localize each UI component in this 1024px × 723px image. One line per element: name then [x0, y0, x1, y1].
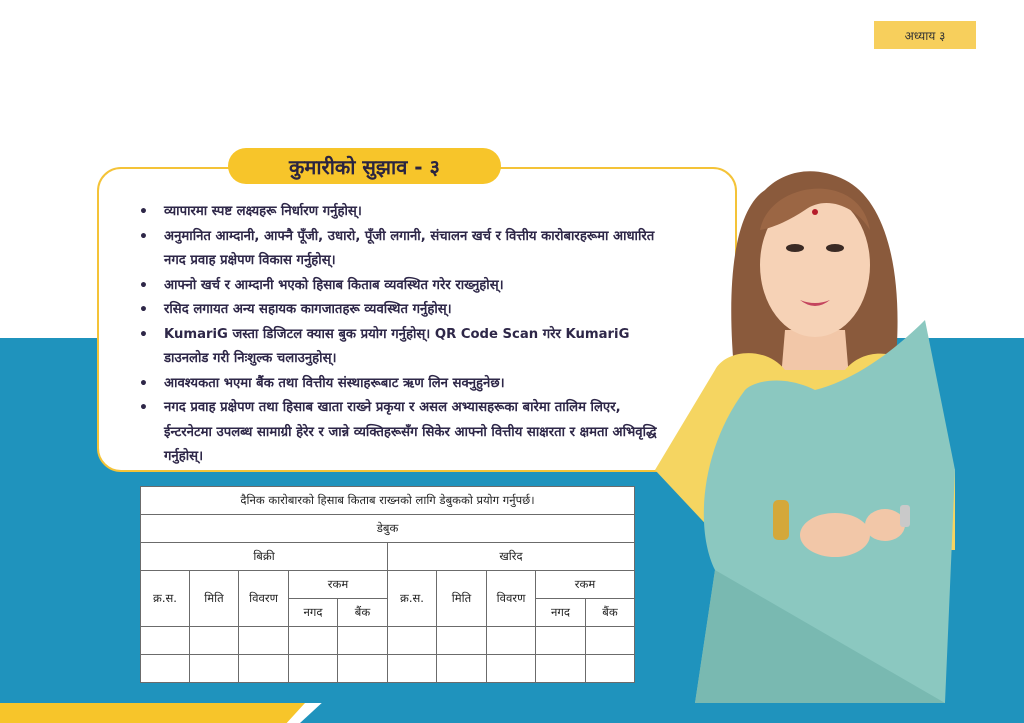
daybook-table [140, 486, 635, 683]
bullet-icon: • [139, 375, 148, 392]
empty-cell [338, 627, 388, 655]
tips-title: कुमारीको सुझाव - ३ [228, 148, 501, 184]
bottom-yellow-strip [0, 703, 305, 723]
empty-cell [190, 627, 239, 655]
bullet-icon: • [139, 302, 148, 318]
empty-cell [338, 655, 388, 683]
tip-item: • अनुमानित आम्दानी, आफ्नै पूँजी, उधारो, पूँजी लगानी, संचालन खर्च र वित्तीय कारोबारहरूमा आधारित नगद प्रवाह प्रक्षेपण विकास गर्नुहोस्। [137, 225, 667, 274]
empty-cell [437, 655, 487, 683]
daybook-caption: दैनिक कारोबारको हिसाब किताब राख्नको लागि डेबुकको प्रयोग गर्नुपर्छ। [141, 487, 635, 515]
empty-cell [536, 627, 586, 655]
sales-description-header: विवरण [239, 571, 289, 627]
table-row [141, 655, 635, 683]
chapter-tag: अध्याय ३ [874, 21, 976, 49]
bullet-icon: • [139, 277, 148, 294]
purchase-bank-header: बैंक [586, 599, 635, 627]
tips-list [137, 200, 667, 470]
sales-header: बिक्री [141, 543, 388, 571]
sales-bank-header: बैंक [338, 599, 388, 627]
bullet-icon: • [139, 204, 148, 220]
empty-cell [586, 627, 635, 655]
sales-cash-header: नगद [289, 599, 338, 627]
empty-cell [487, 627, 536, 655]
empty-cell [141, 627, 190, 655]
empty-cell [388, 655, 437, 683]
sales-amount-header: रकम [289, 571, 388, 599]
bottom-teal-strip [300, 703, 1024, 723]
tip-item: • नगद प्रवाह प्रक्षेपण तथा हिसाब खाता राख्ने प्रकृया र असल अभ्यासहरूका बारेमा तालिम लिएर, ईन्टरनेटमा उपलब्ध सामाग्री हेरेर र जान्ने व्यक्तिहरूसँग सिकेर आफ्नो वित्तीय साक्षरता र क्षमता अभिवृद्धि गर्नुहोस्। [137, 396, 667, 470]
empty-cell [289, 655, 338, 683]
tip-item: • आफ्नो खर्च र आम्दानी भएको हिसाब किताब व्यवस्थित गरेर राख्नुहोस्। [137, 274, 667, 299]
empty-cell [239, 655, 289, 683]
tip-item: • आवश्यकता भएमा बैंक तथा वित्तीय संस्थाहरूबाट ऋण लिन सक्नुहुनेछ। [137, 372, 667, 397]
purchase-sn-header: क्र.स. [388, 571, 437, 627]
empty-cell [487, 655, 536, 683]
bullet-icon: • [139, 228, 148, 245]
purchase-date-header: मिति [437, 571, 487, 627]
empty-cell [586, 655, 635, 683]
bullet-icon: • [139, 400, 148, 416]
empty-cell [437, 627, 487, 655]
empty-cell [536, 655, 586, 683]
purchase-description-header: विवरण [487, 571, 536, 627]
presenter-photo [655, 150, 970, 703]
sales-sn-header: क्र.स. [141, 571, 190, 627]
empty-cell [190, 655, 239, 683]
empty-cell [239, 627, 289, 655]
daybook-title: डेबुक [141, 515, 635, 543]
bullet-icon: • [139, 326, 148, 343]
tip-item: • रसिद लगायत अन्य सहायक कागजातहरू व्यवस्थित गर्नुहोस्। [137, 298, 667, 323]
purchase-header: खरिद [388, 543, 635, 571]
tip-item: • KumariG जस्ता डिजिटल क्यास बुक प्रयोग गर्नुहोस्। QR Code Scan गरेर KumariG डाउनलोड गरी निःशुल्क चलाउनुहोस्। [137, 323, 667, 372]
empty-cell [289, 627, 338, 655]
table-row [141, 627, 635, 655]
purchase-amount-header: रकम [536, 571, 635, 599]
empty-cell [141, 655, 190, 683]
tip-item: • व्यापारमा स्पष्ट लक्ष्यहरू निर्धारण गर्नुहोस्। [137, 200, 667, 225]
empty-cell [388, 627, 437, 655]
sales-date-header: मिति [190, 571, 239, 627]
purchase-cash-header: नगद [536, 599, 586, 627]
